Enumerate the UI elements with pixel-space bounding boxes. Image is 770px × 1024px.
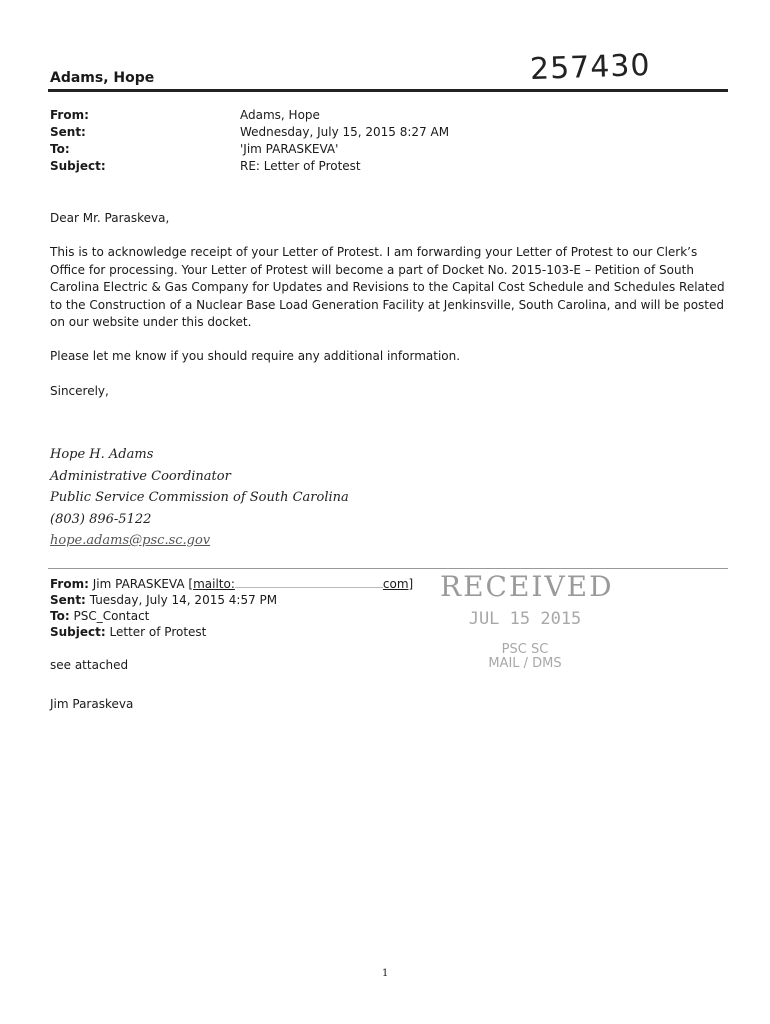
body-paragraph-1: This is to acknowledge receipt of your Letter of Protest. I am forwarding your Letter of Protest to our Clerk’s Office for processing. Your Letter of Protest will become a part of Docket No. 2015-103-E – Petition of South Carolina Electric & Gas Company for Updates and Revisions to the Capital Cost Schedule and Schedules Related to the Construction of a Nuclear Base Load Generation Facility at Jenkinsville, South Carolina, and will be posted on our website under this docket. xyxy=(50,245,725,329)
signature-title: Administrative Coordinator xyxy=(50,468,231,484)
forwarded-signature: Jim Paraskeva xyxy=(50,697,134,711)
header-key: From: xyxy=(50,108,89,122)
title-divider xyxy=(48,89,728,92)
greeting: Dear Mr. Paraskeva, xyxy=(50,211,170,225)
signature-name: Hope H. Adams xyxy=(50,447,154,462)
forward-separator xyxy=(48,568,728,569)
redacted-email xyxy=(235,587,383,588)
fwd-from-row xyxy=(50,576,413,592)
closing: Sincerely, xyxy=(50,384,109,398)
fwd-to-value: PSC_Contact xyxy=(73,609,150,623)
mailto-link[interactable]: [mailto: xyxy=(188,577,235,591)
header-key: Subject: xyxy=(50,159,106,173)
signature-email-link[interactable]: hope.adams@psc.sc.gov xyxy=(50,533,211,548)
header-row-from xyxy=(50,107,449,124)
email-header xyxy=(50,107,449,175)
fwd-sent-label: Sent: xyxy=(50,593,86,607)
forwarded-body: see attached xyxy=(50,658,129,672)
forwarded-header xyxy=(50,576,413,640)
fwd-from-name: Jim PARASKEVA xyxy=(92,577,185,591)
header-key: To: xyxy=(50,142,70,156)
page-number: 1 xyxy=(382,968,389,979)
stamp-date: JUL 15 2015 xyxy=(468,609,582,629)
stamp-received-text: RECEIVED xyxy=(440,570,614,603)
fwd-to-label: To: xyxy=(50,609,70,623)
stamp-line-1: PSC SC xyxy=(501,642,549,657)
header-value: RE: Letter of Protest xyxy=(240,159,361,173)
mailto-link-end[interactable]: com] xyxy=(382,577,414,591)
body-paragraph-2: Please let me know if you should require any additional information. xyxy=(50,349,461,363)
received-stamp xyxy=(440,570,614,671)
header-row-to xyxy=(50,141,449,158)
stamp-line-2: MAIL / DMS xyxy=(488,656,562,671)
handwritten-document-number: 257430 xyxy=(529,47,652,88)
fwd-subject-row xyxy=(50,624,413,640)
fwd-subject-label: Subject: xyxy=(50,625,106,639)
fwd-to-row xyxy=(50,608,413,624)
signature-phone: (803) 896-5122 xyxy=(50,511,152,527)
header-row-subject xyxy=(50,158,449,175)
header-value: 'Jim PARASKEVA' xyxy=(240,142,339,156)
signature-block xyxy=(50,444,349,552)
fwd-sent-value: Tuesday, July 14, 2015 4:57 PM xyxy=(89,593,278,607)
mailbox-title: Adams, Hope xyxy=(50,70,155,86)
signature-organization: Public Service Commission of South Carolina xyxy=(50,490,349,505)
header-row-sent xyxy=(50,124,449,141)
fwd-subject-value: Letter of Protest xyxy=(109,625,207,639)
fwd-sent-row xyxy=(50,592,413,608)
header-key: Sent: xyxy=(50,125,86,139)
header-value: Wednesday, July 15, 2015 8:27 AM xyxy=(240,125,450,139)
header-value: Adams, Hope xyxy=(240,108,320,122)
fwd-from-label: From: xyxy=(50,577,89,591)
